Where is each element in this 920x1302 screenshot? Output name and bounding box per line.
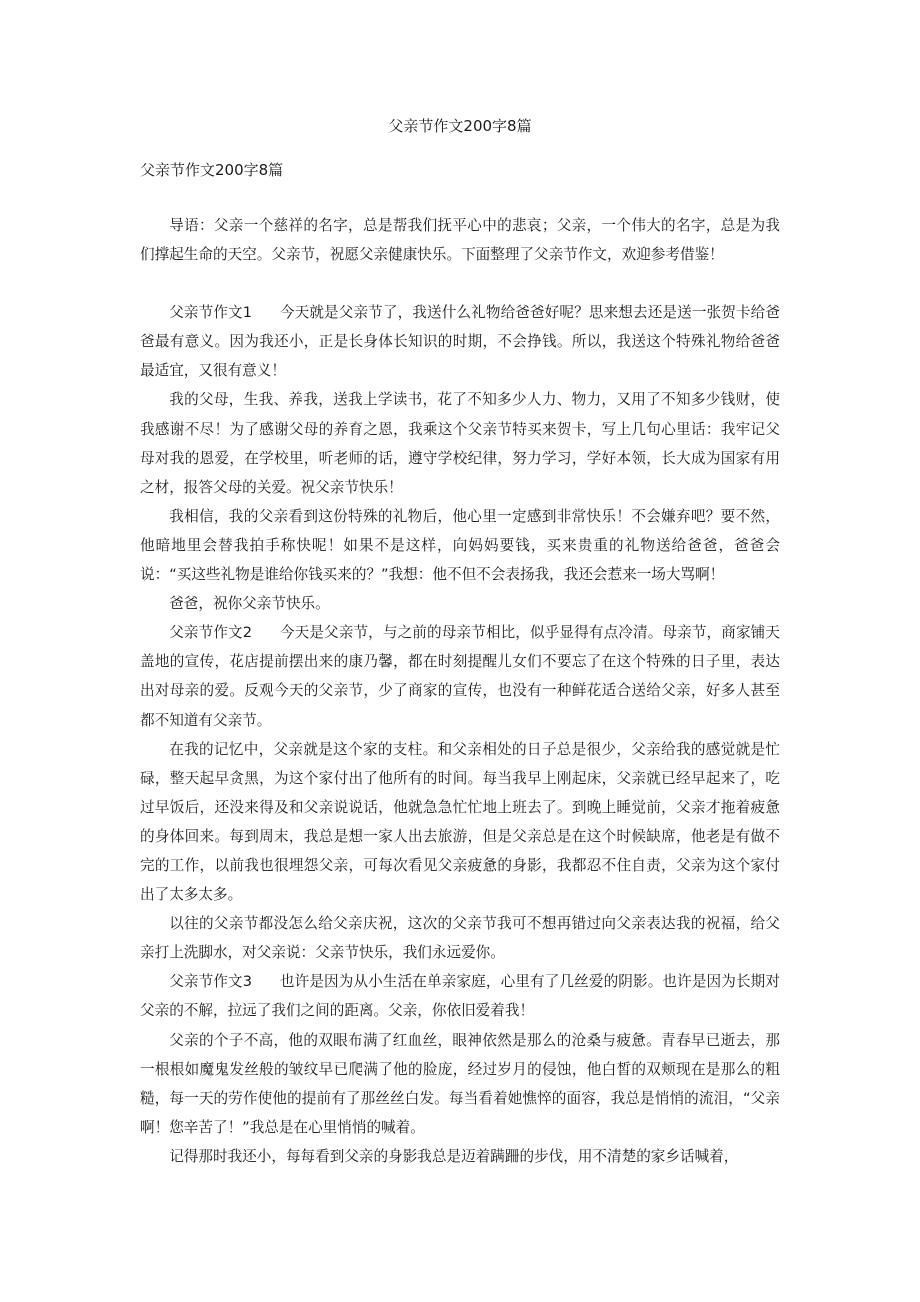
essay-1-paragraph-1 [140, 298, 780, 385]
essay-3-paragraph-1 [140, 967, 780, 1025]
document-body [140, 211, 780, 1171]
essay-2-label: 父亲节作文2 [169, 624, 253, 642]
essay-1-paragraph-2: 我的父母，生我、养我，送我上学读书，花了不知多少人力、物力，又用了不知多少钱财，使我感谢不尽！为了感谢父母的养育之恩，我乘这个父亲节特买来贺卡，写上几句心里话：我牢记父母对我的恩爱，在学校里，听老师的话，遵守学校纪律，努力学习，学好本领，长大成为国家有用之材，报答父母的关爱。祝父亲节快乐！ [140, 391, 780, 496]
essay-3-label: 父亲节作文3 [169, 973, 253, 991]
essay-1-paragraph-3: 我相信，我的父亲看到这份特殊的礼物后，他心里一定感到非常快乐！不会嫌弃吧？要不然，他暗地里会替我拍手称快呢！如果不是这样，向妈妈要钱，买来贵重的礼物送给爸爸，爸爸会说：“买这些礼物是谁给你钱买来的？”我想：他不但不会表扬我，我还会惹来一场大骂啊！ [140, 507, 780, 584]
essay-1-paragraph-1-text: 今天就是父亲节了，我送什么礼物给爸爸好呢？思来想去还是送一张贺卡给爸爸最有意义。因为我还小，正是长身体长知识的时期，不会挣钱。所以，我送这个特殊礼物给爸爸最适宜，又很有意义！ [140, 304, 780, 380]
essay-2-paragraph-1-text: 今天是父亲节，与之前的母亲节相比，似乎显得有点冷清。母亲节，商家铺天盖地的宣传，花店提前摆出来的康乃馨，都在时刻提醒儿女们不要忘了在这个特殊的日子里，表达出对母亲的爱。反观今天的父亲节，少了商家的宣传，也没有一种鲜花适合送给父亲，好多人甚至都不知道有父亲节。 [140, 624, 780, 729]
intro-paragraph: 导语：父亲一个慈祥的名字，总是帮我们抚平心中的悲哀；父亲，一个伟大的名字，总是为我们撑起生命的天空。父亲节，祝愿父亲健康快乐。下面整理了父亲节作文，欢迎参考借鉴！ [140, 217, 780, 264]
essay-2-paragraph-2: 在我的记忆中，父亲就是这个家的支柱。和父亲相处的日子总是很少，父亲给我的感觉就是忙碌，整天起早贪黑，为这个家付出了他所有的时间。每当我早上刚起床，父亲就已经早起来了，吃过早饭后，还没来得及和父亲说说话，他就急急忙忙地上班去了。到晚上睡觉前，父亲才拖着疲惫的身体回来。每到周末，我总是想一家人出去旅游，但是父亲总是在这个时候缺席，他老是有做不完的工作，以前我也很埋怨父亲，可每次看见父亲疲惫的身影，我都忍不住自责，父亲为这个家付出了太多太多。 [140, 740, 780, 904]
essay-1-label: 父亲节作文1 [169, 304, 253, 322]
essay-2-paragraph-3: 以往的父亲节都没怎么给父亲庆祝，这次的父亲节我可不想再错过向父亲表达我的祝福，给父亲打上洗脚水，对父亲说：父亲节快乐，我们永远爱你。 [140, 915, 780, 962]
essay-3-paragraph-3: 记得那时我还小，每每看到父亲的身影我总是迈着蹒跚的步伐，用不清楚的家乡话喊着， [169, 1147, 739, 1165]
document-title: 父亲节作文200字8篇 [388, 117, 532, 135]
essay-1-paragraph-4: 爸爸，祝你父亲节快乐。 [169, 595, 330, 613]
essay-3-paragraph-1-text: 也许是因为从小生活在单亲家庭，心里有了几丝爱的阴影。也许是因为长期对父亲的不解，拉远了我们之间的距离。父亲，你依旧爱着我！ [140, 973, 780, 1020]
document-subtitle: 父亲节作文200字8篇 [140, 161, 284, 179]
essay-3-paragraph-2: 父亲的个子不高，他的双眼布满了红血丝，眼神依然是那么的沧桑与疲惫。青春早已逝去，那一根根如魔鬼发丝般的皱纹早已爬满了他的脸庞，经过岁月的侵蚀，他白皙的双颊现在是那么的粗糙，每一天的劳作使他的提前有了那丝丝白发。每当看着她憔悴的面容，我总是悄悄的流泪，“父亲啊！您辛苦了！”我总是在心里悄悄的喊着。 [140, 1031, 780, 1136]
essay-2-paragraph-1 [140, 618, 780, 734]
